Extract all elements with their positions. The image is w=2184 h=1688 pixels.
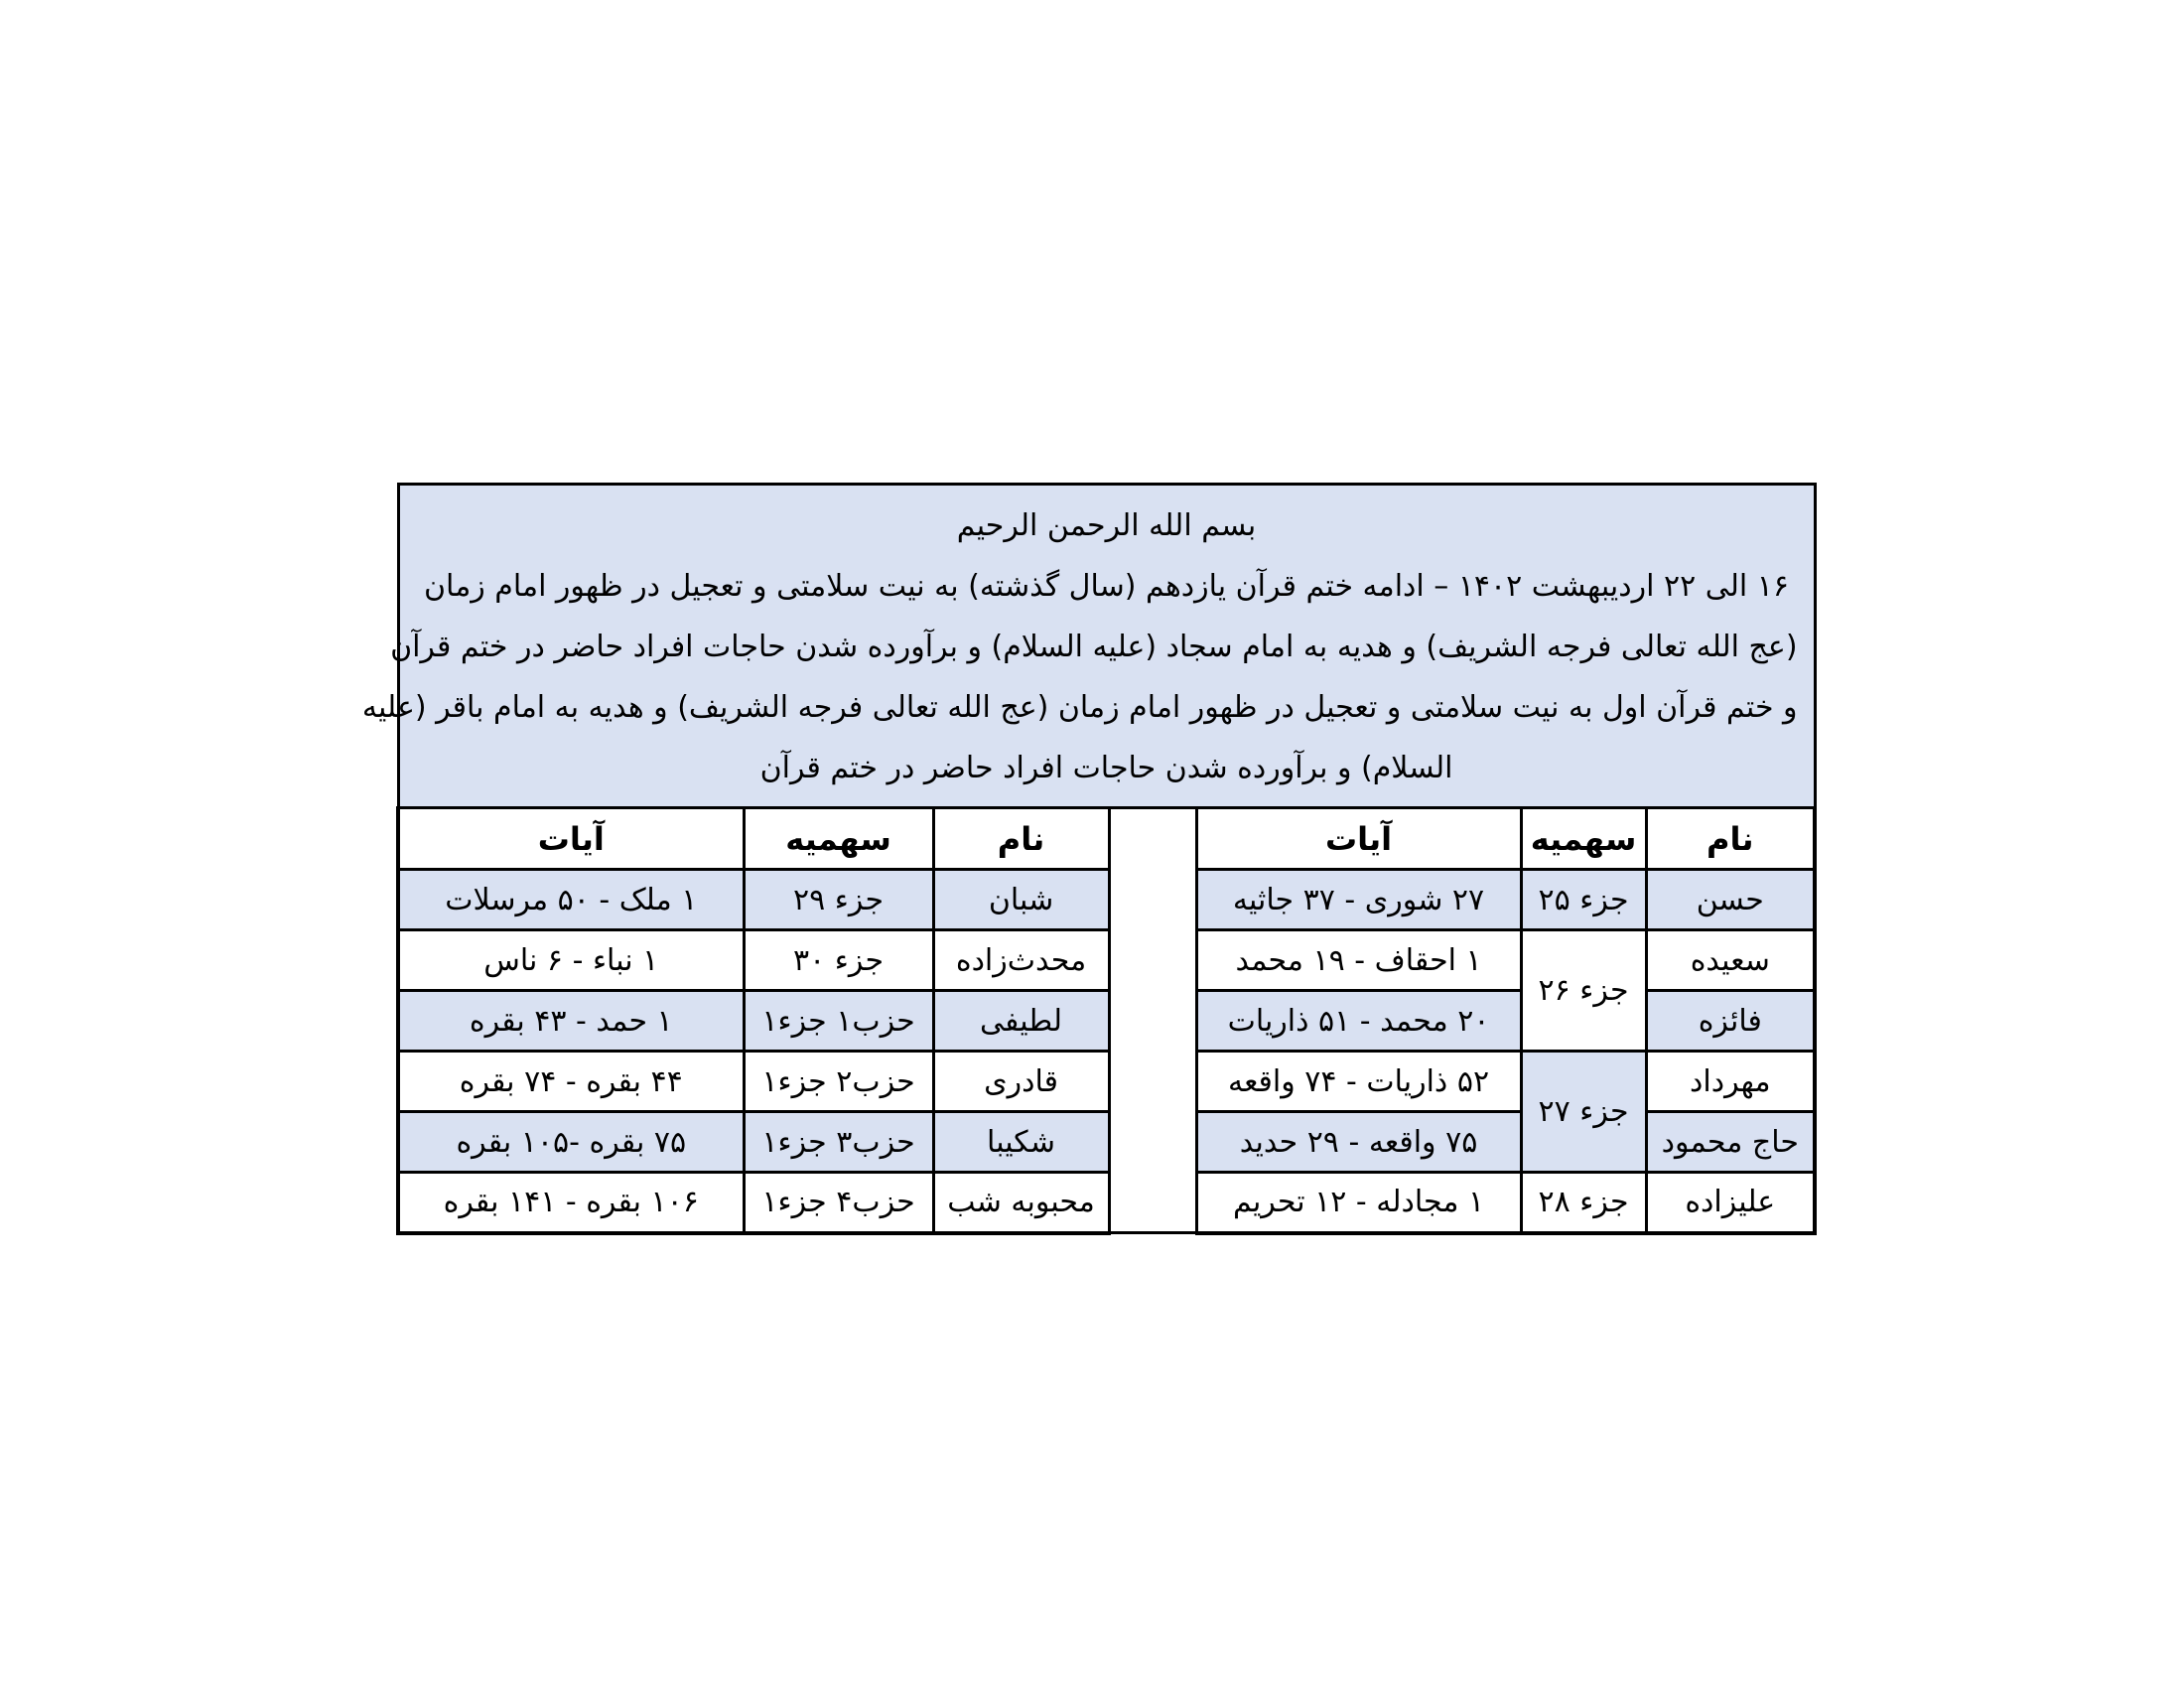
header-basmala: بسم الله الرحمن الرحیم	[956, 508, 1257, 543]
header-line-3: (عج الله تعالی فرجه الشریف) و هدیه به امام سجاد (علیه السلام) و برآورده شدن حاجات افراد حاضر در ختم قرآن	[390, 630, 1798, 664]
left-verses-cell: ۱ ملک - ۵۰ مرسلات	[398, 870, 744, 930]
right-share-header: سهمیه	[1521, 808, 1646, 870]
table-row	[398, 1052, 1815, 1112]
table-row	[398, 870, 1815, 930]
right-verses-cell: ۲۰ محمد - ۵۱ ذاریات	[1196, 991, 1521, 1052]
quran-schedule-table	[361, 483, 1817, 1235]
right-verses-cell: ۲۷ شوری - ۳۷ جاثیه	[1196, 870, 1521, 930]
header-line-4: و ختم قرآن اول به نیت سلامتی و تعجیل در ظهور امام زمان (عج الله تعالی فرجه الشریف) و هدیه به امام باقر (علیه	[361, 690, 1798, 725]
right-verses-cell: ۱ احقاف - ۱۹ محمد	[1196, 930, 1521, 991]
left-share-cell: حزب۴ جزء۱	[744, 1173, 933, 1233]
left-name-cell: محدث‌زاده	[933, 930, 1109, 991]
left-name-cell: شبان	[933, 870, 1109, 930]
right-share-cell: جزء ۲۵	[1521, 870, 1646, 930]
right-name-cell: حسن	[1646, 870, 1815, 930]
right-verses-cell: ۵۲ ذاریات - ۷۴ واقعه	[1196, 1052, 1521, 1112]
right-share-cell: جزء ۲۷	[1521, 1052, 1646, 1173]
left-share-cell: جزء ۲۹	[744, 870, 933, 930]
left-verses-cell: ۷۵ بقره -۱۰۵ بقره	[398, 1112, 744, 1173]
left-verses-header: آیات	[398, 808, 744, 870]
left-name-header: نام	[933, 808, 1109, 870]
table-row	[398, 930, 1815, 991]
left-verses-cell: ۱۰۶ بقره - ۱۴۱ بقره	[398, 1173, 744, 1233]
right-verses-cell: ۷۵ واقعه - ۲۹ حدید	[1196, 1112, 1521, 1173]
column-headers	[398, 808, 1815, 870]
right-name-cell: فائزه	[1646, 991, 1815, 1052]
left-share-cell: حزب۲ جزء۱	[744, 1052, 933, 1112]
left-name-cell: قادری	[933, 1052, 1109, 1112]
right-verses-header: آیات	[1196, 808, 1521, 870]
right-verses-cell: ۱ مجادله - ۱۲ تحریم	[1196, 1173, 1521, 1233]
right-share-cell: جزء ۲۸	[1521, 1173, 1646, 1233]
left-name-cell: شکیبا	[933, 1112, 1109, 1173]
right-name-cell: سعیده	[1646, 930, 1815, 991]
table-header	[361, 485, 1815, 808]
left-share-cell: جزء ۳۰	[744, 930, 933, 991]
right-name-header: نام	[1646, 808, 1815, 870]
left-name-cell: محبوبه شب	[933, 1173, 1109, 1233]
header-line-2: ۱۶ الی ۲۲ اردیبهشت ۱۴۰۲ – ادامه ختم قرآن یازدهم (سال گذشته) به نیت سلامتی و تعجیل در ظهور امام زمان	[424, 569, 1790, 604]
left-verses-cell: ۴۴ بقره - ۷۴ بقره	[398, 1052, 744, 1112]
table-row	[398, 1173, 1815, 1233]
column-spacer	[1109, 808, 1196, 1233]
left-name-cell: لطیفی	[933, 991, 1109, 1052]
left-share-cell: حزب۱ جزء۱	[744, 991, 933, 1052]
left-verses-cell: ۱ نباء - ۶ ناس	[398, 930, 744, 991]
right-share-cell: جزء ۲۶	[1521, 930, 1646, 1052]
right-name-cell: مهرداد	[1646, 1052, 1815, 1112]
right-name-cell: حاج محمود	[1646, 1112, 1815, 1173]
right-name-cell: علیزاده	[1646, 1173, 1815, 1233]
left-verses-cell: ۱ حمد - ۴۳ بقره	[398, 991, 744, 1052]
left-share-header: سهمیه	[744, 808, 933, 870]
header-line-5: السلام) و برآورده شدن حاجات افراد حاضر در ختم قرآن	[759, 751, 1453, 785]
left-share-cell: حزب۳ جزء۱	[744, 1112, 933, 1173]
